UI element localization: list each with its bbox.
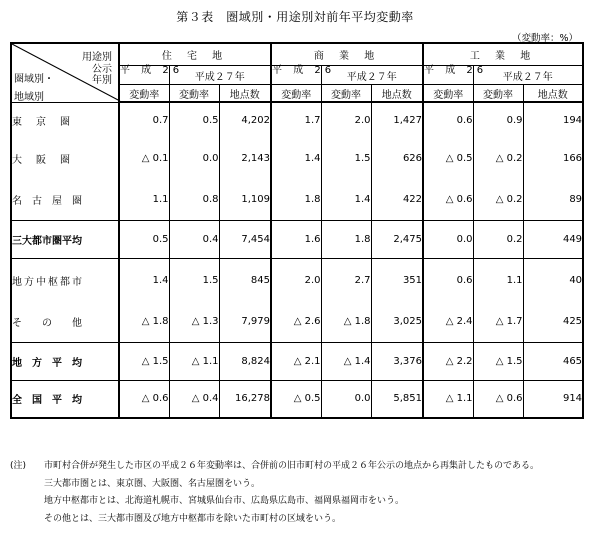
cell: △ 2.6 [271, 302, 321, 342]
table-row-regional-average [11, 342, 583, 380]
row-name: そ の 他 [11, 302, 119, 342]
cell: 3,025 [371, 302, 423, 342]
row-name: 三大都市圏平均 [11, 220, 119, 258]
footnote-line: 市町村合併が発生した市区の平成２６年変動率は、合併前の旧市町村の平成２６年公示の地点から再集計したものである。 [44, 461, 540, 471]
year-h26-industrial: 平 成 26 [423, 66, 473, 85]
cell: 0.9 [473, 102, 523, 138]
category-commercial: 商 業 地 [271, 43, 423, 66]
cell: 1,427 [371, 102, 423, 138]
cell: 1.6 [271, 220, 321, 258]
col-rate-h27-residential: 変動率 [169, 85, 219, 103]
cell: △ 1.1 [423, 380, 473, 418]
corner-region-label: 地域別 [14, 92, 44, 103]
cell: △ 1.4 [321, 342, 371, 380]
cell: △ 0.6 [119, 380, 169, 418]
corner-year-label: 年別 [92, 75, 112, 86]
cell: △ 1.1 [169, 342, 219, 380]
cell: 914 [523, 380, 583, 418]
year-h27-residential: 平成２７年 [169, 66, 271, 85]
table-row-regional-hub-cities [11, 258, 583, 302]
col-rate-h26-industrial: 変動率 [423, 85, 473, 103]
cell: △ 2.2 [423, 342, 473, 380]
cell: △ 0.2 [473, 179, 523, 220]
cell: 40 [523, 258, 583, 302]
cell: 0.0 [423, 220, 473, 258]
table-row-national-average [11, 380, 583, 418]
col-points-commercial: 地点数 [371, 85, 423, 103]
row-name: 地 方 平 均 [11, 342, 119, 380]
table-row-others [11, 302, 583, 342]
corner-public-year-label [92, 64, 112, 86]
cell: △ 0.4 [169, 380, 219, 418]
cell: 0.0 [321, 380, 371, 418]
col-rate-h27-commercial: 変動率 [321, 85, 371, 103]
cell: 3,376 [371, 342, 423, 380]
cell: △ 1.8 [321, 302, 371, 342]
category-industrial: 工 業 地 [423, 43, 583, 66]
col-rate-h26-commercial: 変動率 [271, 85, 321, 103]
cell: 0.8 [169, 179, 219, 220]
cell: △ 1.3 [169, 302, 219, 342]
footnote-line: 三大都市圏とは、東京圏、大阪圏、名古屋圏をいう。 [44, 478, 261, 489]
cell: 0.4 [169, 220, 219, 258]
cell: 1.7 [271, 102, 321, 138]
cell: 5,851 [371, 380, 423, 418]
cell: 351 [371, 258, 423, 302]
table-title: 第３表 圏域別・用途別対前年平均変動率 [176, 10, 414, 24]
cell: 1.8 [271, 179, 321, 220]
cell: 0.5 [169, 102, 219, 138]
cell: 1.4 [321, 179, 371, 220]
cell: 2.0 [321, 102, 371, 138]
cell: 465 [523, 342, 583, 380]
cell: 1.1 [119, 179, 169, 220]
cell: 7,454 [219, 220, 271, 258]
col-rate-h26-residential: 変動率 [119, 85, 169, 103]
footnotes [10, 458, 585, 528]
cell: 194 [523, 102, 583, 138]
footnote-label: (注) [10, 461, 27, 471]
col-points-residential: 地点数 [219, 85, 271, 103]
cell: △ 0.2 [473, 138, 523, 179]
year-h26-commercial: 平 成 26 [271, 66, 321, 85]
cell: △ 0.1 [119, 138, 169, 179]
cell: △ 2.4 [423, 302, 473, 342]
cell: 2,143 [219, 138, 271, 179]
cell: 1.5 [169, 258, 219, 302]
row-name: 名 古 屋 圏 [11, 179, 119, 220]
cell: 626 [371, 138, 423, 179]
cell: △ 1.5 [473, 342, 523, 380]
cell: △ 1.5 [119, 342, 169, 380]
cell: 1.5 [321, 138, 371, 179]
unit-label: （変動率：%） [511, 33, 578, 44]
cell: 89 [523, 179, 583, 220]
cell: △ 0.5 [423, 138, 473, 179]
cell: 0.6 [423, 102, 473, 138]
cell: 2.7 [321, 258, 371, 302]
table-row-nagoya [11, 179, 583, 220]
cell: 0.2 [473, 220, 523, 258]
cell: 449 [523, 220, 583, 258]
category-residential: 住 宅 地 [119, 43, 271, 66]
footnote-line: 地方中枢都市とは、北海道札幌市、宮城県仙台市、広島県広島市、福岡県福岡市をいう。 [44, 496, 405, 506]
cell: △ 0.5 [271, 380, 321, 418]
change-rate-table [10, 42, 584, 419]
corner-public-label: 公示 [92, 64, 112, 75]
cell: △ 1.7 [473, 302, 523, 342]
cell: 2.0 [271, 258, 321, 302]
row-name: 全 国 平 均 [11, 380, 119, 418]
cell: 1.8 [321, 220, 371, 258]
cell: 0.5 [119, 220, 169, 258]
year-h26-residential: 平 成 26 [119, 66, 169, 85]
cell: 4,202 [219, 102, 271, 138]
table-row-osaka [11, 138, 583, 179]
corner-area-label: 圏域別・ [14, 74, 54, 85]
cell: △ 1.8 [119, 302, 169, 342]
year-h27-commercial: 平成２７年 [321, 66, 423, 85]
cell: 0.7 [119, 102, 169, 138]
header-corner [11, 43, 119, 102]
row-name: 東 京 圏 [11, 102, 119, 138]
year-h27-industrial: 平成２７年 [473, 66, 583, 85]
cell: 7,979 [219, 302, 271, 342]
cell: 1.4 [119, 258, 169, 302]
cell: 0.0 [169, 138, 219, 179]
corner-usage-label: 用途別 [82, 52, 112, 63]
cell: 425 [523, 302, 583, 342]
cell: 845 [219, 258, 271, 302]
cell: 16,278 [219, 380, 271, 418]
row-name: 大 阪 圏 [11, 138, 119, 179]
row-name: 地方中枢都市 [11, 258, 119, 302]
cell: △ 2.1 [271, 342, 321, 380]
cell: 8,824 [219, 342, 271, 380]
col-points-industrial: 地点数 [523, 85, 583, 103]
cell: 1.1 [473, 258, 523, 302]
cell: 1.4 [271, 138, 321, 179]
cell: 2,475 [371, 220, 423, 258]
cell: 166 [523, 138, 583, 179]
cell: 0.6 [423, 258, 473, 302]
table-row-tokyo [11, 102, 583, 138]
cell: △ 0.6 [473, 380, 523, 418]
table-row-three-metro-average [11, 220, 583, 258]
cell: △ 0.6 [423, 179, 473, 220]
footnote-line: その他とは、三大都市圏及び地方中枢都市を除いた市町村の区域をいう。 [44, 513, 342, 524]
cell: 422 [371, 179, 423, 220]
cell: 1,109 [219, 179, 271, 220]
col-rate-h27-industrial: 変動率 [473, 85, 523, 103]
